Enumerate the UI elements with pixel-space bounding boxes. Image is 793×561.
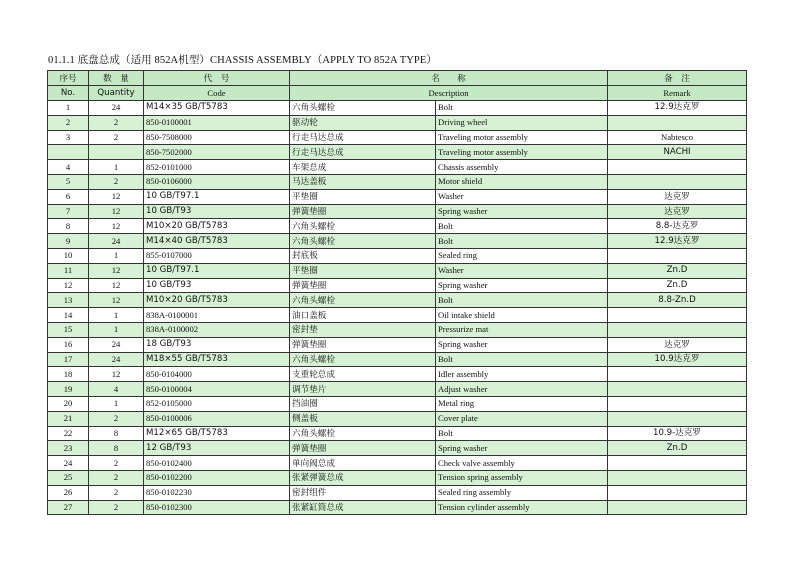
header-qty-cn: 数 量 (89, 71, 144, 86)
cell-desc-cn: 弹簧垫圈 (290, 337, 436, 352)
cell-desc-cn: 密封组件 (290, 485, 436, 500)
header-row-en (48, 86, 747, 101)
table-row (48, 441, 747, 456)
cell-remark: 12.9达克罗 (608, 234, 747, 249)
cell-remark (608, 485, 747, 500)
cell-code: 850-0106000 (144, 174, 290, 189)
cell-code: 10 GB/T93 (144, 204, 290, 219)
cell-qty: 2 (89, 500, 144, 515)
cell-qty: 2 (89, 115, 144, 130)
cell-qty: 12 (89, 204, 144, 219)
cell-code: M14×35 GB/T5783 (144, 101, 290, 116)
cell-no: 13 (48, 293, 89, 308)
cell-remark: Zn.D (608, 441, 747, 456)
cell-desc-cn: 弹簧垫圈 (290, 441, 436, 456)
cell-qty: 8 (89, 426, 144, 441)
cell-code: 850-0104000 (144, 367, 290, 382)
cell-qty: 8 (89, 441, 144, 456)
cell-qty: 1 (89, 160, 144, 175)
cell-code: 850-0100004 (144, 382, 290, 397)
header-remark-en: Remark (608, 86, 747, 101)
cell-no: 6 (48, 189, 89, 204)
table-row (48, 160, 747, 175)
table-row (48, 337, 747, 352)
cell-code: 852-0101000 (144, 160, 290, 175)
table-row (48, 219, 747, 234)
cell-desc-cn: 密封垫 (290, 322, 436, 337)
cell-code: 850-7508000 (144, 130, 290, 145)
cell-desc-en: Motor shield (436, 174, 608, 189)
cell-code: 850-0102300 (144, 500, 290, 515)
cell-no: 1 (48, 101, 89, 116)
cell-desc-cn: 六角头螺栓 (290, 234, 436, 249)
cell-desc-cn: 六角头螺栓 (290, 293, 436, 308)
cell-no: 12 (48, 278, 89, 293)
cell-no: 23 (48, 441, 89, 456)
cell-remark (608, 160, 747, 175)
cell-code: 18 GB/T93 (144, 337, 290, 352)
cell-desc-cn: 平垫圈 (290, 263, 436, 278)
cell-remark (608, 411, 747, 426)
cell-qty: 2 (89, 456, 144, 471)
cell-qty: 2 (89, 470, 144, 485)
cell-qty: 2 (89, 130, 144, 145)
table-row (48, 485, 747, 500)
cell-desc-en: Bolt (436, 219, 608, 234)
cell-desc-cn: 车架总成 (290, 160, 436, 175)
cell-no: 15 (48, 322, 89, 337)
cell-code: 10 GB/T97.1 (144, 263, 290, 278)
cell-remark (608, 500, 747, 515)
table-row (48, 101, 747, 116)
cell-desc-cn: 弹簧垫圈 (290, 204, 436, 219)
cell-desc-cn: 单向阀总成 (290, 456, 436, 471)
cell-code: M14×40 GB/T5783 (144, 234, 290, 249)
cell-remark (608, 367, 747, 382)
cell-remark: 8.8-达克罗 (608, 219, 747, 234)
table-row (48, 322, 747, 337)
cell-qty: 12 (89, 263, 144, 278)
cell-code: 850-0100001 (144, 115, 290, 130)
cell-qty: 12 (89, 278, 144, 293)
cell-qty: 1 (89, 322, 144, 337)
cell-desc-cn: 挡油圈 (290, 396, 436, 411)
cell-qty: 2 (89, 485, 144, 500)
table-row (48, 278, 747, 293)
cell-desc-en: Bolt (436, 234, 608, 249)
cell-qty: 12 (89, 367, 144, 382)
table-row (48, 234, 747, 249)
table-row (48, 470, 747, 485)
cell-remark (608, 456, 747, 471)
cell-qty: 12 (89, 189, 144, 204)
cell-desc-cn: 行走马达总成 (290, 145, 436, 160)
cell-desc-en: Pressurize mat (436, 322, 608, 337)
cell-no: 26 (48, 485, 89, 500)
cell-desc-en: Adjust washer (436, 382, 608, 397)
cell-qty: 1 (89, 396, 144, 411)
cell-code: 10 GB/T97.1 (144, 189, 290, 204)
table-row (48, 189, 747, 204)
cell-qty: 2 (89, 174, 144, 189)
cell-code: M10×20 GB/T5783 (144, 219, 290, 234)
cell-remark: 达克罗 (608, 204, 747, 219)
cell-desc-en: Idler assembly (436, 367, 608, 382)
cell-remark: 12.9达克罗 (608, 101, 747, 116)
cell-remark (608, 248, 747, 263)
cell-desc-en: Spring washer (436, 337, 608, 352)
cell-code: 850-0102200 (144, 470, 290, 485)
cell-remark (608, 115, 747, 130)
cell-code: M12×65 GB/T5783 (144, 426, 290, 441)
cell-desc-en: Bolt (436, 293, 608, 308)
cell-no: 7 (48, 204, 89, 219)
cell-qty: 12 (89, 219, 144, 234)
cell-desc-en: Bolt (436, 101, 608, 116)
cell-code: 850-0100006 (144, 411, 290, 426)
cell-desc-cn: 封底板 (290, 248, 436, 263)
cell-no: 9 (48, 234, 89, 249)
cell-desc-en: Oil intake shield (436, 308, 608, 323)
cell-code: 850-0102230 (144, 485, 290, 500)
cell-remark: Zn.D (608, 263, 747, 278)
table-row (48, 145, 747, 160)
table-row (48, 174, 747, 189)
cell-desc-en: Tension cylinder assembly (436, 500, 608, 515)
cell-desc-en: Cover plate (436, 411, 608, 426)
cell-no: 16 (48, 337, 89, 352)
cell-desc-en: Check valve assembly (436, 456, 608, 471)
cell-remark (608, 174, 747, 189)
cell-desc-en: Sealed ring (436, 248, 608, 263)
cell-desc-cn: 六角头螺栓 (290, 426, 436, 441)
cell-remark: 10.9-达克罗 (608, 426, 747, 441)
cell-no: 5 (48, 174, 89, 189)
cell-remark (608, 396, 747, 411)
table-row (48, 456, 747, 471)
header-qty-en: Quantity (89, 86, 144, 101)
cell-code: 855-0107000 (144, 248, 290, 263)
cell-code: 850-0102400 (144, 456, 290, 471)
parts-table-body (48, 101, 747, 515)
cell-remark (608, 382, 747, 397)
cell-no: 25 (48, 470, 89, 485)
cell-desc-cn: 六角头螺栓 (290, 352, 436, 367)
cell-desc-en: Sealed ring assembly (436, 485, 608, 500)
cell-desc-en: Spring washer (436, 441, 608, 456)
cell-remark: 达克罗 (608, 337, 747, 352)
cell-desc-cn: 行走马达总成 (290, 130, 436, 145)
cell-code: 838A-0100002 (144, 322, 290, 337)
table-row (48, 115, 747, 130)
cell-no: 17 (48, 352, 89, 367)
cell-desc-en: Spring washer (436, 204, 608, 219)
cell-no: 2 (48, 115, 89, 130)
table-row (48, 204, 747, 219)
cell-no: 3 (48, 130, 89, 145)
cell-desc-cn: 支重轮总成 (290, 367, 436, 382)
cell-qty: 24 (89, 101, 144, 116)
cell-no: 4 (48, 160, 89, 175)
cell-desc-en: Driving wheel (436, 115, 608, 130)
cell-desc-cn: 张紧弹簧总成 (290, 470, 436, 485)
cell-remark: NACHI (608, 145, 747, 160)
cell-no: 14 (48, 308, 89, 323)
cell-qty: 24 (89, 337, 144, 352)
table-row (48, 248, 747, 263)
cell-qty: 12 (89, 293, 144, 308)
cell-desc-en: Bolt (436, 352, 608, 367)
cell-no: 24 (48, 456, 89, 471)
cell-qty: 2 (89, 411, 144, 426)
cell-desc-cn: 驱动轮 (290, 115, 436, 130)
cell-desc-cn: 调节垫片 (290, 382, 436, 397)
cell-desc-cn: 张紧缸筒总成 (290, 500, 436, 515)
table-row (48, 293, 747, 308)
cell-no: 21 (48, 411, 89, 426)
cell-desc-cn: 六角头螺栓 (290, 101, 436, 116)
cell-desc-cn: 油口盖板 (290, 308, 436, 323)
table-row (48, 411, 747, 426)
table-row (48, 396, 747, 411)
cell-code: 838A-0100001 (144, 308, 290, 323)
header-no-cn: 序号 (48, 71, 89, 86)
cell-no (48, 145, 89, 160)
cell-desc-cn: 侧盖板 (290, 411, 436, 426)
header-code-cn: 代 号 (144, 71, 290, 86)
cell-code: M10×20 GB/T5783 (144, 293, 290, 308)
parts-table (47, 70, 747, 515)
cell-qty: 24 (89, 234, 144, 249)
cell-desc-en: Traveling motor assembly (436, 145, 608, 160)
cell-code: 10 GB/T93 (144, 278, 290, 293)
cell-remark (608, 470, 747, 485)
cell-desc-cn: 六角头螺栓 (290, 219, 436, 234)
header-desc-en: Description (290, 86, 608, 101)
section-title: 01.1.1 底盘总成（适用 852A机型）CHASSIS ASSEMBLY（APPLY TO 852A TYPE） (48, 55, 437, 66)
cell-remark: Zn.D (608, 278, 747, 293)
cell-qty (89, 145, 144, 160)
table-row (48, 426, 747, 441)
cell-no: 10 (48, 248, 89, 263)
cell-no: 11 (48, 263, 89, 278)
table-row (48, 367, 747, 382)
cell-code: M18×55 GB/T5783 (144, 352, 290, 367)
table-row (48, 500, 747, 515)
cell-remark (608, 308, 747, 323)
cell-desc-en: Chassis assembly (436, 160, 608, 175)
table-row (48, 382, 747, 397)
cell-remark: Nabtesco (608, 130, 747, 145)
header-remark-cn: 备 注 (608, 71, 747, 86)
cell-desc-en: Spring washer (436, 278, 608, 293)
cell-no: 22 (48, 426, 89, 441)
cell-qty: 4 (89, 382, 144, 397)
header-code-en: Code (144, 86, 290, 101)
cell-qty: 1 (89, 248, 144, 263)
table-row (48, 352, 747, 367)
header-no-en: No. (48, 86, 89, 101)
cell-no: 18 (48, 367, 89, 382)
cell-remark (608, 322, 747, 337)
cell-no: 27 (48, 500, 89, 515)
cell-desc-en: Tension spring assembly (436, 470, 608, 485)
cell-desc-cn: 马达盖板 (290, 174, 436, 189)
cell-desc-en: Traveling motor assembly (436, 130, 608, 145)
header-desc-cn: 名 称 (290, 71, 608, 86)
cell-qty: 1 (89, 308, 144, 323)
header-row-cn (48, 71, 747, 86)
cell-code: 12 GB/T93 (144, 441, 290, 456)
cell-no: 8 (48, 219, 89, 234)
cell-remark: 8.8-Zn.D (608, 293, 747, 308)
cell-no: 19 (48, 382, 89, 397)
cell-desc-en: Bolt (436, 426, 608, 441)
cell-remark: 10.9达克罗 (608, 352, 747, 367)
table-row (48, 308, 747, 323)
table-row (48, 130, 747, 145)
cell-desc-en: Washer (436, 189, 608, 204)
table-row (48, 263, 747, 278)
cell-desc-en: Washer (436, 263, 608, 278)
cell-desc-en: Metal ring (436, 396, 608, 411)
cell-code: 852-0105000 (144, 396, 290, 411)
cell-desc-cn: 平垫圈 (290, 189, 436, 204)
cell-qty: 24 (89, 352, 144, 367)
cell-code: 850-7502000 (144, 145, 290, 160)
cell-desc-cn: 弹簧垫圈 (290, 278, 436, 293)
cell-remark: 达克罗 (608, 189, 747, 204)
cell-no: 20 (48, 396, 89, 411)
